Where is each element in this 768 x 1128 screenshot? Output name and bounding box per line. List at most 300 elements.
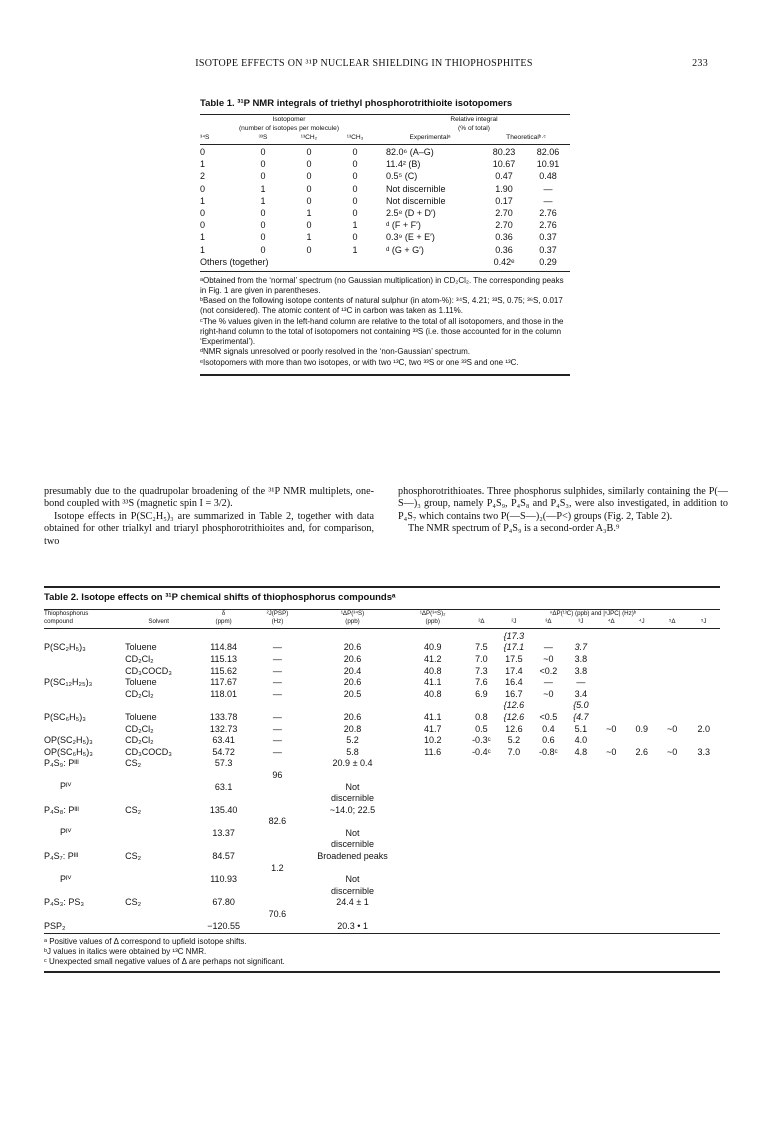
table-cell: 2 [200,171,206,182]
table-cell: 3.3 [697,746,710,757]
table-cell: 0.17 [495,195,513,206]
table-row [44,700,720,712]
table-cell [306,816,399,828]
table-cell [627,688,657,700]
table-cell [596,642,626,654]
table-cell [466,630,496,642]
table-cell: 0 [352,208,358,219]
table-cell: ᵈ (F + F′) [386,220,421,231]
column-header: ³Δ [545,618,552,625]
table-cell [627,816,657,828]
table-cell: 70.6 [268,909,287,920]
table-row [44,676,720,688]
footnote: ᵉIsotopomers with more than two isotopes, or with two ¹³C, two ³³S or one ³³S and one ¹³C. [200,357,519,367]
table-cell: 0 [352,183,358,194]
table-cell [399,781,466,793]
table-cell: 6.9 [475,688,488,699]
table-row [200,195,570,207]
footnote: ᵃObtained from the ‘normal’ spectrum (no Gaussian multiplication) in CD₂Cl₂. The corresponding peaks in Fig. 1 are given in parentheses. [200,275,564,296]
table-cell [306,630,399,642]
table-cell [198,630,249,642]
table-cell: P(SC₂H₅)₃ [44,642,86,653]
table-cell [566,908,596,920]
table-cell: 2.76 [539,208,557,219]
table-cell [687,711,720,723]
table-cell [566,862,596,874]
table-cell [687,885,720,897]
table-cell [627,873,657,885]
table-cell [687,700,720,712]
table-cell: 4.8 [574,746,588,757]
table-cell [687,665,720,677]
table-cell [249,885,306,897]
table-row [44,850,720,862]
table-cell: 7.0 [507,746,521,757]
table-cell: {17.3 [503,630,525,641]
column-header: ⁵Δ [668,618,676,625]
table-cell: — [272,723,282,734]
table-cell: 20.4 [343,665,362,676]
table-cell [566,920,596,932]
table-cell [596,781,626,793]
table-cell [497,804,532,816]
footnote: ᶜ Unexpected small negative values of Δ are perhaps not significant. [44,957,285,967]
table-row [44,781,720,793]
table-cell [44,862,119,874]
table-1-header-row [200,133,570,142]
table-cell [497,873,532,885]
table-cell: — [272,735,282,746]
table-1-group-right-sub: (% of total) [458,125,490,132]
table-cell [596,839,626,851]
column-header: ⁴J [638,618,645,625]
table-cell [596,688,626,700]
table-row [44,758,720,770]
table-cell: −120.55 [207,920,241,931]
table-cell [531,804,566,816]
table-cell: OP(SC₆H₅)₃ [44,746,93,757]
table-cell [399,862,466,874]
table-rule [44,971,720,973]
column-header: ²J(PSP) [266,610,289,617]
table-cell [497,920,532,932]
table-cell [119,885,198,897]
table-cell: 0.5⁵ (C) [386,171,418,182]
table-cell: 11.4² (B) [386,159,421,170]
table-cell [44,908,119,920]
table-cell: 16.7 [505,688,523,699]
table-cell [119,630,198,642]
table-cell [399,792,466,804]
table-cell [531,769,566,781]
table-cell [596,758,626,770]
table-cell: 16.4 [505,677,523,688]
table-2-header-row [44,618,720,626]
table-cell [249,630,306,642]
table-cell: 0 [306,159,312,170]
table-cell [531,816,566,828]
table-cell [466,827,496,839]
table-cell: -0.8ᶜ [539,746,558,757]
table-cell [399,804,466,816]
table-1 [200,98,570,376]
table-cell [596,630,626,642]
table-cell [687,873,720,885]
table-cell [657,792,687,804]
table-cell: 20.6 [343,711,362,722]
paragraph: presumably due to the quadrupolar broadening of the ³¹P NMR multiplets, one-bond coupled with ³³S (magnetic spin I = 3/2). [44,486,374,510]
table-cell [657,781,687,793]
table-cell: 0 [352,232,358,243]
table-cell: 0.48 [539,171,557,182]
table-cell: CD₂Cl₂ [125,723,154,734]
table-row [44,885,720,897]
column-header: (ppb) [425,618,440,625]
table-cell [44,653,119,665]
table-cell: 5.1 [574,723,588,734]
table-cell [399,827,466,839]
table-cell [657,769,687,781]
table-cell: 13.37 [212,827,235,838]
table-cell: 3.8 [574,665,588,676]
table-cell [306,700,399,712]
table-cell [657,920,687,932]
table-cell: 41.2 [423,653,442,664]
table-cell [119,769,198,781]
table-cell: CS₂ [125,851,142,862]
table-cell: — [272,688,282,699]
table-cell: 5.8 [346,746,359,757]
table-cell [466,758,496,770]
table-cell: {5.0 [573,700,589,711]
table-cell [687,908,720,920]
table-cell [44,769,119,781]
table-cell [531,827,566,839]
table-cell [687,850,720,862]
table-cell [497,758,532,770]
table-cell: 10.67 [492,159,516,170]
table-cell: 0 [200,208,206,219]
table-cell: -0.4ᶜ [472,746,491,757]
table-cell: 20.6 [343,653,362,664]
table-cell: CD₂Cl₂ [125,653,154,664]
table-cell [596,885,626,897]
table-cell: CD₂Cl₂ [125,688,154,699]
table-cell: 133.78 [209,711,238,722]
table-cell [657,897,687,909]
table-cell: 118.01 [210,688,238,699]
table-row [200,207,570,219]
table-cell [657,630,687,642]
column-header: Solvent [148,618,169,625]
column-header: ¹ΔP(³⁴S) [340,610,365,617]
table-cell [627,665,657,677]
table-cell [531,873,566,885]
table-cell: 0 [306,183,312,194]
table-cell: P(SC₆H₅)₃ [44,711,86,722]
table-cell [566,827,596,839]
table-cell: — [543,677,553,688]
table-cell: 0 [260,171,266,182]
table-cell: 1 [260,183,266,194]
table-cell [119,873,198,885]
table-1-footnotes [200,276,570,368]
table-cell: 40.8 [423,665,442,676]
table-cell: — [272,665,282,676]
table-cell: -0.3ᶜ [472,735,491,746]
table-cell [657,676,687,688]
table-rule [44,586,720,588]
table-cell: — [272,711,282,722]
footnote: ᵃ Positive values of Δ correspond to upfield isotope shifts. [44,937,247,947]
table-cell: 2.0 [697,723,710,734]
table-cell: 0.8 [475,711,488,722]
running-header [60,58,708,72]
table-cell: ~0 [543,688,554,699]
column-header: (ppm) [215,618,232,625]
table-cell [687,642,720,654]
table-cell [687,920,720,932]
table-cell [198,885,249,897]
table-2-footnotes [44,937,720,967]
table-cell [596,653,626,665]
table-cell [466,816,496,828]
table-cell: 2.6 [635,746,648,757]
table-cell: 1 [200,195,206,206]
table-cell [198,700,249,712]
table-cell: 10.91 [536,159,560,170]
table-cell: — [543,183,553,194]
table-cell: 0.37 [539,244,557,255]
table-cell: 1 [200,159,206,170]
table-cell [627,839,657,851]
table-cell [198,862,249,874]
table-row [44,908,720,920]
table-row [44,630,720,642]
table-cell [596,908,626,920]
table-cell: 1 [352,220,358,231]
table-cell: 110.93 [210,874,238,885]
table-cell: 41.7 [423,723,442,734]
table-cell: 2.5⁸ (D + D′) [386,208,436,219]
table-row [44,827,720,839]
table-row [200,183,570,195]
table-cell [596,700,626,712]
table-row [44,746,720,758]
table-row [200,219,570,231]
table-cell: Toluene [125,711,157,722]
table-cell [596,665,626,677]
table-cell: 0.5 [475,723,488,734]
table-cell: P₄S₃: PS₃ [44,897,85,908]
table-cell [687,827,720,839]
table-cell [627,653,657,665]
table-cell: 0.42ᵉ [493,256,515,267]
table-cell [627,676,657,688]
table-cell: 0 [260,159,266,170]
table-cell [627,700,657,712]
table-cell [249,897,306,909]
table-rule [200,271,570,272]
table-cell [627,758,657,770]
table-2 [44,586,720,973]
table-cell [119,816,198,828]
table-cell [566,850,596,862]
text-column-right [398,486,728,536]
table-row [200,231,570,243]
table-cell: 7.6 [475,677,488,688]
table-cell [531,781,566,793]
table-cell: CD₃COCD₃ [125,746,172,757]
table-cell [497,839,532,851]
table-cell [627,908,657,920]
table-cell [399,816,466,828]
table-cell [399,897,466,909]
table-cell: {12.6 [503,711,525,722]
table-cell: 20.6 [343,642,362,653]
table-cell [566,839,596,851]
table-1-grid [200,115,570,268]
table-cell [399,920,466,932]
table-cell: 0 [352,171,358,182]
table-cell: 1 [200,232,206,243]
text-column-left [44,486,374,548]
table-cell: 82.06 [536,147,560,158]
column-header: (ppb) [345,618,360,625]
table-cell [657,665,687,677]
table-cell [566,792,596,804]
table-cell: 1 [352,244,358,255]
table-row [200,256,570,268]
table-cell [531,920,566,932]
table-cell [466,920,496,932]
table-2-header-row [44,610,720,618]
table-cell [657,827,687,839]
table-cell: 0 [352,159,358,170]
table-cell [687,688,720,700]
footnote: ᵈNMR signals unresolved or poorly resolved in the ‘non-Gaussian’ spectrum. [200,347,470,357]
table-cell: 41.1 [423,677,442,688]
table-row [44,642,720,654]
table-cell [466,700,496,712]
table-cell [399,630,466,642]
table-cell [399,758,466,770]
table-cell [198,792,249,804]
table-cell: — [576,677,586,688]
table-cell [497,769,532,781]
table-cell [596,816,626,828]
table-cell: 20.9 ± 0.4 [332,758,373,769]
table-cell [399,873,466,885]
table-1-group-left: Isotopomer [272,116,306,123]
table-cell [198,908,249,920]
table-cell [249,792,306,804]
table-cell [531,862,566,874]
table-cell [627,804,657,816]
table-cell: ~0 [667,746,678,757]
table-cell [497,897,532,909]
table-cell: CD₃COCD₃ [125,665,172,676]
table-cell [627,792,657,804]
table-cell [531,792,566,804]
table-1-title: Table 1. ³¹P NMR integrals of triethyl phosphorotrithioite isotopomers [200,98,513,109]
table-cell [657,862,687,874]
table-cell [399,700,466,712]
table-cell [466,873,496,885]
table-cell [596,897,626,909]
table-cell [249,839,306,851]
table-cell [466,804,496,816]
table-cell: <0.5 [539,711,558,722]
footnote: ᵇBased on the following isotope contents of natural sulphur (in atom-%): ³⁴S, 4.21; ³³S, 0.75; ³⁶S, 0.017 (not considered). The atomic content of ¹³C in carbon was taken as 1.11%. [200,296,563,316]
table-cell [566,804,596,816]
table-cell: 0 [306,195,312,206]
table-cell [596,769,626,781]
table-row [200,158,570,170]
table-cell: discernible [331,885,375,896]
table-row [44,804,720,816]
table-cell [44,665,119,677]
table-cell: 7.3 [475,665,488,676]
table-cell [596,804,626,816]
table-cell [687,653,720,665]
table-cell [657,908,687,920]
table-cell: P(SC₁₂H₂₅)₃ [44,677,93,688]
table-cell [531,630,566,642]
table-cell [119,862,198,874]
table-cell [44,630,119,642]
table-cell: — [543,195,553,206]
table-cell [249,827,306,839]
table-cell: 1.90 [495,183,513,194]
table-cell [497,908,532,920]
column-header: ²Δ [478,618,485,625]
table-cell [306,908,399,920]
table-cell [627,711,657,723]
table-cell [687,862,720,874]
table-cell: PSP₂ [44,920,66,931]
table-cell: 40.9 [423,642,442,653]
table-cell: — [272,642,282,653]
table-cell: 12.6 [505,723,523,734]
column-header: ³⁴S [200,134,210,141]
table-cell: 0 [306,220,312,231]
table-cell: CD₂Cl₂ [125,735,154,746]
header-title: ISOTOPE EFFECTS ON ³¹P NUCLEAR SHIELDING IN THIOPHOSPHITES [195,58,533,69]
table-1-group-left-sub: (number of isotopes per molecule) [238,125,340,132]
table-cell: 0 [306,171,312,182]
table-cell: CS₂ [125,897,142,908]
table-cell: ~0 [606,723,617,734]
table-cell: 3.7 [574,642,588,653]
table-cell [596,850,626,862]
table-cell: 0.36 [495,232,513,243]
table-cell: 82.6 [268,816,287,827]
table-cell [44,816,119,828]
table-2-title: Table 2. Isotope effects on ³¹P chemical shifts of thiophosphorus compoundsᵃ [44,592,396,603]
table-cell: 17.4 [505,665,523,676]
table-cell: Not [345,874,360,885]
table-cell [44,885,119,897]
table-cell: 24.4 ± 1 [336,897,369,908]
table-cell: Pᴵⱽ [60,827,72,838]
table-rule [44,628,720,629]
table-row [44,873,720,885]
table-cell [596,734,626,746]
table-cell: 11.6 [424,746,442,757]
table-cell: 1 [306,208,312,219]
table-row [44,711,720,723]
